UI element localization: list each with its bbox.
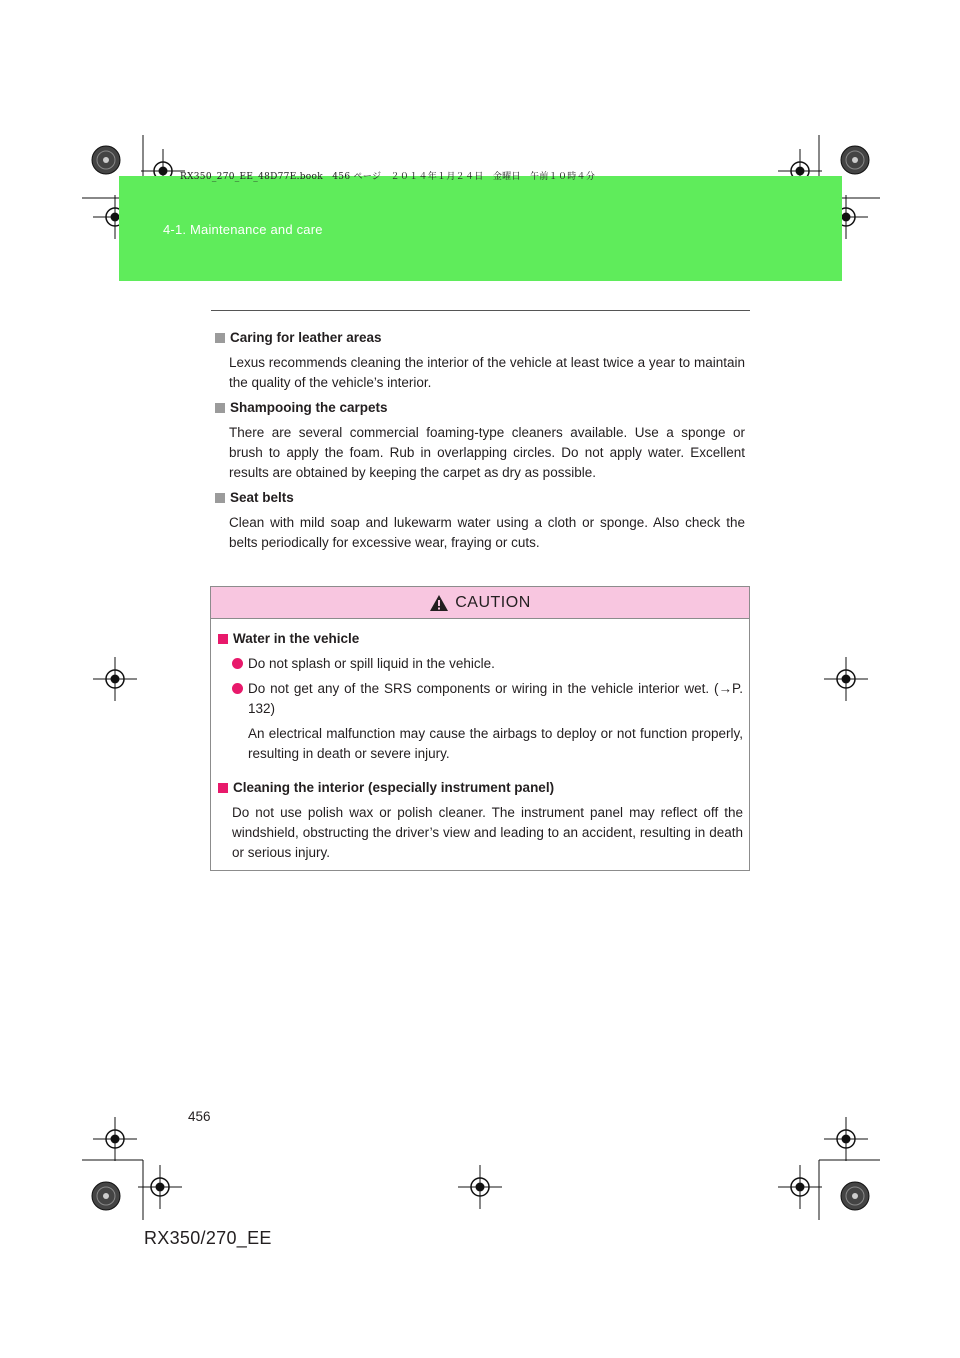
circle-bullet-icon — [232, 683, 243, 694]
caution-note: An electrical malfunction may cause the airbags to deploy or not function properly, resulting in death or severe injury. — [248, 726, 743, 761]
square-bullet-icon — [215, 403, 225, 413]
registration-target-icon — [93, 657, 137, 701]
section-carpets — [215, 398, 745, 483]
registration-target-icon — [458, 1165, 502, 1209]
section-title: Shampooing the carpets — [230, 400, 388, 415]
section-body: Lexus recommends cleaning the interior of the vehicle at least twice a year to maintain the quality of the vehicle’s interior. — [229, 355, 745, 390]
section-seat-belts — [215, 488, 745, 553]
caution-header — [211, 587, 749, 619]
circle-bullet-icon — [232, 658, 243, 669]
registration-target-icon — [778, 1165, 822, 1209]
square-bullet-icon — [215, 333, 225, 343]
caution-bullet — [232, 654, 743, 674]
square-bullet-icon — [215, 493, 225, 503]
caution-item-title: Cleaning the interior (especially instrument panel) — [233, 779, 555, 795]
caution-box — [210, 586, 750, 871]
section-leather — [215, 328, 745, 393]
square-bullet-icon — [218, 634, 228, 644]
caution-bullet-text: Do not splash or spill liquid in the vehicle. — [248, 656, 495, 671]
caution-item-title: Water in the vehicle — [233, 631, 360, 646]
caution-body — [211, 619, 749, 863]
registration-target-icon — [138, 1165, 182, 1209]
section-title: Seat belts — [230, 490, 294, 505]
registration-target-icon — [93, 1117, 137, 1161]
color-bar-wheel-icon — [841, 146, 869, 174]
registration-target-icon — [824, 657, 868, 701]
caution-bullet-text: Do not get any of the SRS components or wiring in the vehicle interior wet. (→P. 132) — [248, 681, 743, 716]
color-bar-wheel-icon — [92, 1182, 120, 1210]
top-divider — [211, 310, 750, 311]
color-bar-wheel-icon — [841, 1182, 869, 1210]
print-info: RX350_270_EE_48D77E.book 456 ページ ２０１４年１月２４日 金曜日 午前１０時４分 — [180, 172, 596, 182]
caution-bullet — [232, 679, 743, 719]
section-label: 4-1. Maintenance and care — [163, 222, 323, 237]
square-bullet-icon — [218, 783, 228, 793]
main-content — [215, 328, 745, 558]
section-body: Clean with mild soap and lukewarm water using a cloth or sponge. Also check the belts periodically for excessive wear, fraying or cuts. — [229, 515, 745, 550]
warning-triangle-icon — [429, 594, 449, 612]
color-bar-wheel-icon — [92, 146, 120, 174]
section-body: There are several commercial foaming-type cleaners available. Use a sponge or brush to apply the foam. Rub in overlapping circles. Do not apply water. Excellent results are obtained by keeping the carpet as dry as possible. — [229, 425, 745, 480]
caution-label: CAUTION — [455, 593, 531, 611]
registration-target-icon — [824, 1117, 868, 1161]
caution-item-body: Do not use polish wax or polish cleaner. The instrument panel may reflect off the windshield, obstructing the driver’s view and leading to an accident, resulting in death or serious injury. — [232, 804, 743, 860]
page-number: 456 — [188, 1109, 211, 1124]
model-code: RX350/270_EE — [144, 1228, 272, 1248]
section-title: Caring for leather areas — [230, 330, 382, 345]
